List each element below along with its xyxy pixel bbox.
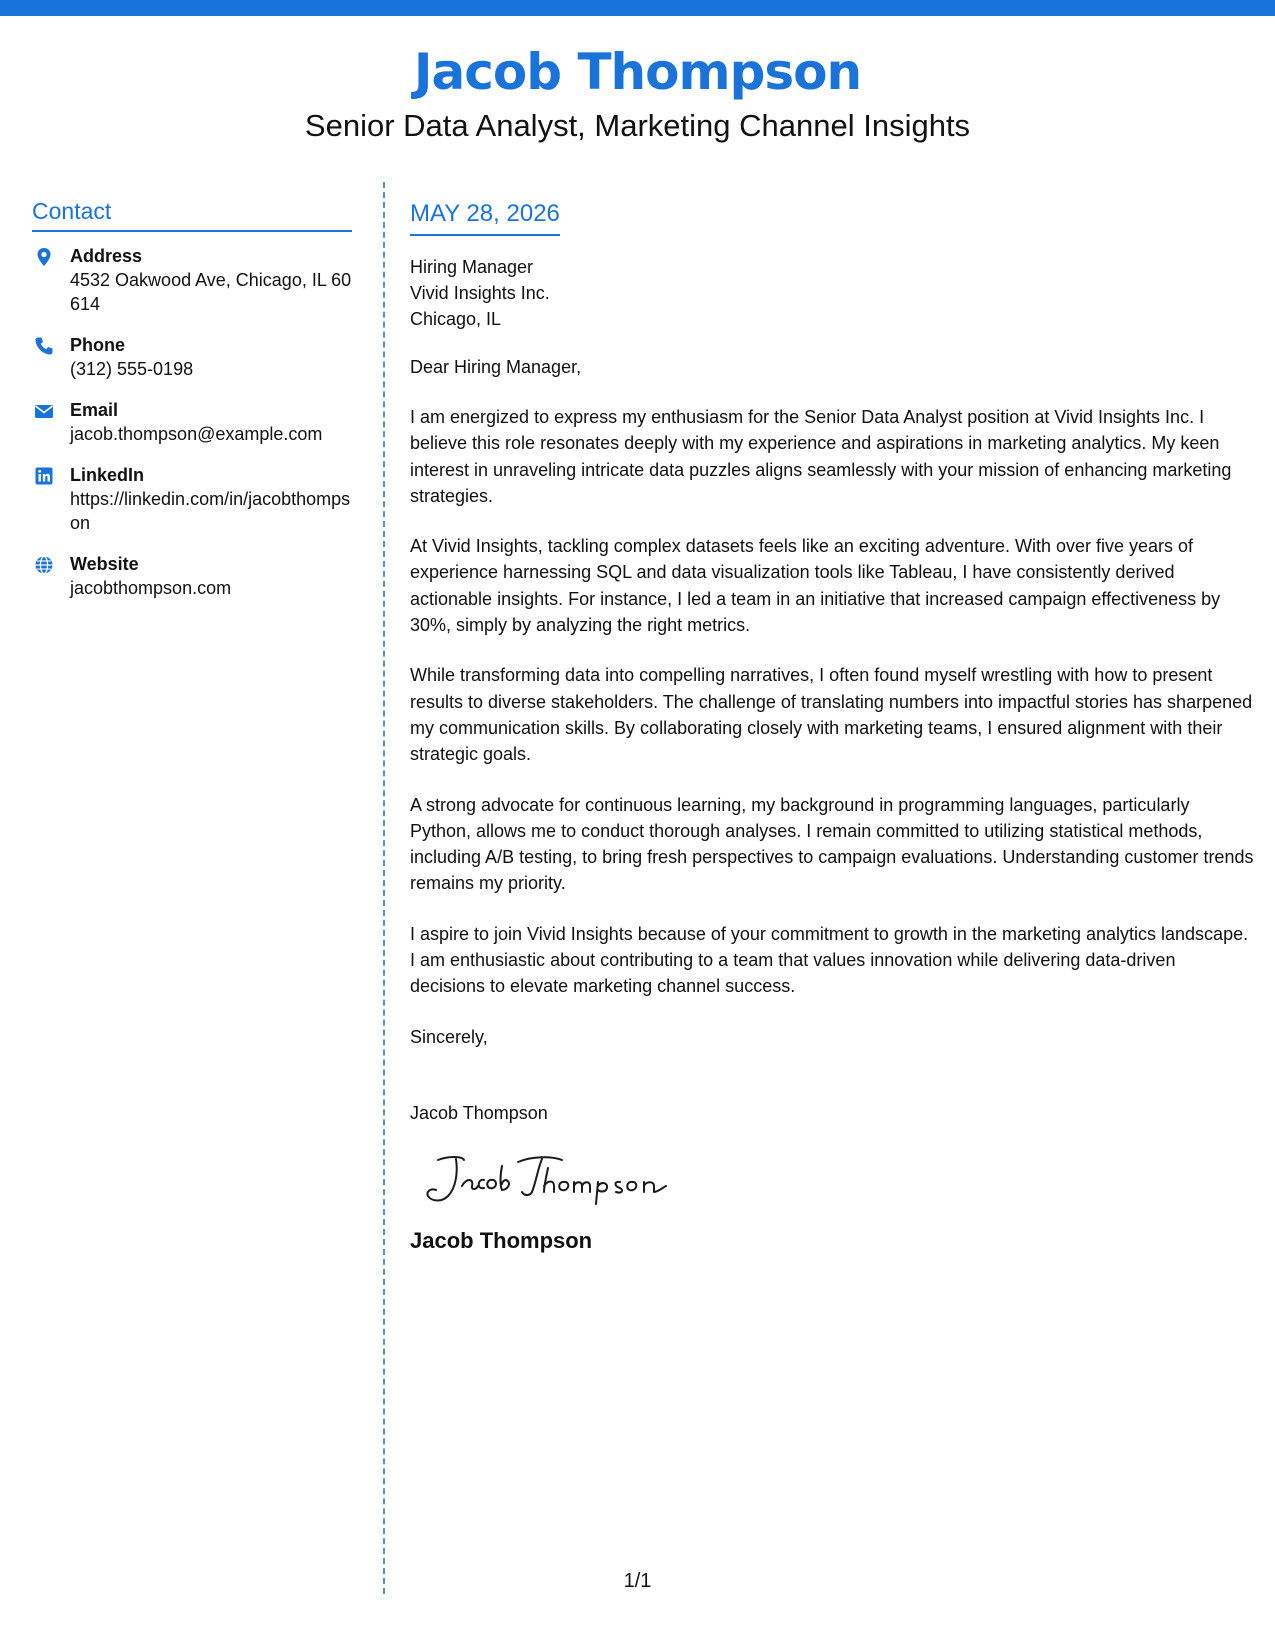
applicant-name: Jacob Thompson xyxy=(413,43,862,101)
recipient-line: Chicago, IL xyxy=(410,309,502,329)
contact-value: 4532 Oakwood Ave, Chicago, IL 60614 xyxy=(70,270,352,314)
contact-sidebar xyxy=(32,196,352,617)
linkedin-link[interactable]: https://linkedin.com/in/jacobthompson xyxy=(70,489,351,533)
body-paragraph: While transforming data into compelling narratives, I often found myself wrestling with how to present results to diverse stakeholders. The challenge of translating numbers into impactful stories has sharpened my communication skills. By collaborating closely with marketing teams, I ensured alignment with their strategic goals. xyxy=(410,665,1253,765)
contact-label: Email xyxy=(70,400,119,420)
contact-heading: Contact xyxy=(32,196,352,232)
recipient-block xyxy=(410,254,1255,332)
contact-value: jacob.thompson@example.com xyxy=(70,424,323,444)
letter-date: MAY 28, 2026 xyxy=(410,198,560,236)
contact-label: Website xyxy=(70,554,139,574)
globe-icon xyxy=(34,555,54,575)
contact-phone xyxy=(32,333,352,381)
letter-body xyxy=(410,198,1255,1256)
contact-list xyxy=(32,244,352,600)
letter-header xyxy=(0,40,1275,146)
linkedin-icon xyxy=(34,466,54,486)
contact-label: LinkedIn xyxy=(70,465,145,485)
contact-website xyxy=(32,552,352,600)
handwritten-signature xyxy=(418,1148,678,1210)
typed-name: Jacob Thompson xyxy=(410,1102,548,1123)
salutation: Dear Hiring Manager, xyxy=(410,357,582,377)
page-number: 1/1 xyxy=(623,1570,652,1592)
contact-label: Address xyxy=(70,246,143,266)
website-link[interactable]: jacobthompson.com xyxy=(70,578,232,598)
contact-label: Phone xyxy=(70,335,126,355)
applicant-title: Senior Data Analyst, Marketing Channel Insights xyxy=(304,108,971,143)
map-pin-icon xyxy=(34,247,54,267)
closing: Sincerely, xyxy=(410,1026,488,1047)
body-paragraph: I am energized to express my enthusiasm for the Senior Data Analyst position at Vivid Insights Inc. I believe this role resonates deeply with my experience and aspirations in marketing analytics. My keen interest in unraveling intricate data puzzles aligns seamlessly with your mission of enhancing marketing strategies. xyxy=(410,407,1232,506)
phone-icon xyxy=(34,336,54,356)
recipient-line: Vivid Insights Inc. xyxy=(410,283,550,303)
contact-email xyxy=(32,398,352,446)
contact-address xyxy=(32,244,352,316)
recipient-line: Hiring Manager xyxy=(410,257,534,277)
body-paragraph: I aspire to join Vivid Insights because of your commitment to growth in the marketing analytics landscape. I am enthusiastic about contributing to a team that values innovation while delivering data-driven decisions to elevate marketing channel success. xyxy=(410,923,1249,997)
contact-linkedin xyxy=(32,463,352,535)
contact-value: (312) 555-0198 xyxy=(70,359,194,379)
column-divider xyxy=(383,182,385,1594)
body-paragraph: A strong advocate for continuous learning, my background in programming languages, particularly Python, allows me to conduct thorough analyses. I remain committed to utilizing statistical methods, including A/B testing, to bring fresh perspectives to campaign evaluations. Understanding customer trends remains my priority. xyxy=(410,794,1254,894)
signer-name: Jacob Thompson xyxy=(410,1227,593,1253)
envelope-icon xyxy=(34,401,54,421)
body-paragraph: At Vivid Insights, tackling complex datasets feels like an exciting adventure. With over five years of experience harnessing SQL and data visualization tools like Tableau, I have consistently derived actionable insights. For instance, I led a team in an initiative that increased campaign effectiveness by 30%, simply by analyzing the right metrics. xyxy=(410,536,1221,636)
top-accent-bar xyxy=(0,0,1275,16)
